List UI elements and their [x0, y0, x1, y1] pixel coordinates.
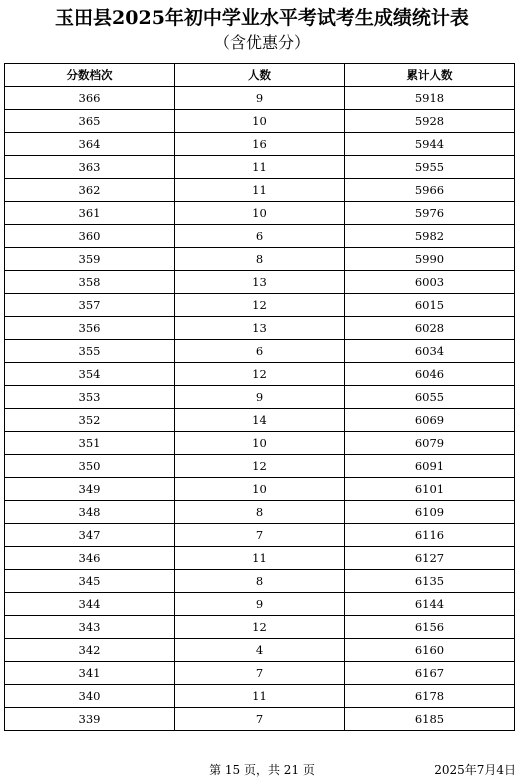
table-row: [5, 662, 515, 685]
cell-count: 8: [175, 501, 345, 524]
document-date: 2025年7月4日: [434, 763, 516, 777]
cell-cumulative-count: 6015: [345, 294, 515, 317]
table-row: [5, 432, 515, 455]
document-subtitle: （含优惠分）: [213, 33, 310, 52]
cell-score-band: 361: [5, 202, 175, 225]
cell-count: 6: [175, 225, 345, 248]
cell-score-band: 349: [5, 478, 175, 501]
table-body: [5, 87, 515, 731]
cell-score-band: 341: [5, 662, 175, 685]
table-row: [5, 386, 515, 409]
table-row: [5, 225, 515, 248]
cell-score-band: 366: [5, 87, 175, 110]
cell-score-band: 353: [5, 386, 175, 409]
cell-cumulative-count: 6127: [345, 547, 515, 570]
cell-cumulative-count: 5966: [345, 179, 515, 202]
table-row: [5, 87, 515, 110]
table-row: [5, 363, 515, 386]
cell-score-band: 365: [5, 110, 175, 133]
cell-count: 4: [175, 639, 345, 662]
column-header-score-band: 分数档次: [5, 64, 175, 87]
page-number: 第 15 页，共 21 页: [209, 763, 315, 777]
cell-count: 12: [175, 363, 345, 386]
cell-count: 7: [175, 708, 345, 731]
table-row: [5, 294, 515, 317]
cell-cumulative-count: 6055: [345, 386, 515, 409]
cell-count: 12: [175, 455, 345, 478]
cell-cumulative-count: 6135: [345, 570, 515, 593]
cell-count: 7: [175, 524, 345, 547]
table-row: [5, 685, 515, 708]
table-row: [5, 409, 515, 432]
table-row: [5, 156, 515, 179]
table-row: [5, 202, 515, 225]
cell-count: 10: [175, 478, 345, 501]
cell-count: 16: [175, 133, 345, 156]
cell-score-band: 355: [5, 340, 175, 363]
cell-cumulative-count: 6003: [345, 271, 515, 294]
cell-score-band: 363: [5, 156, 175, 179]
cell-score-band: 354: [5, 363, 175, 386]
cell-count: 11: [175, 156, 345, 179]
cell-count: 9: [175, 386, 345, 409]
table-row: [5, 524, 515, 547]
table-row: [5, 639, 515, 662]
cell-cumulative-count: 5944: [345, 133, 515, 156]
cell-cumulative-count: 6046: [345, 363, 515, 386]
table-row: [5, 593, 515, 616]
table-row: [5, 501, 515, 524]
cell-score-band: 346: [5, 547, 175, 570]
table-row: [5, 179, 515, 202]
cell-cumulative-count: 6069: [345, 409, 515, 432]
cell-cumulative-count: 5918: [345, 87, 515, 110]
cell-cumulative-count: 6101: [345, 478, 515, 501]
cell-score-band: 360: [5, 225, 175, 248]
cell-score-band: 357: [5, 294, 175, 317]
document-title: 玉田县2025年初中学业水平考试考生成绩统计表: [55, 7, 469, 29]
cell-cumulative-count: 6167: [345, 662, 515, 685]
cell-score-band: 364: [5, 133, 175, 156]
cell-cumulative-count: 6079: [345, 432, 515, 455]
table-header: [5, 64, 515, 87]
table-row: [5, 317, 515, 340]
cell-cumulative-count: 6109: [345, 501, 515, 524]
cell-count: 11: [175, 685, 345, 708]
cell-cumulative-count: 5990: [345, 248, 515, 271]
table-row: [5, 570, 515, 593]
cell-count: 10: [175, 202, 345, 225]
cell-score-band: 351: [5, 432, 175, 455]
cell-cumulative-count: 5928: [345, 110, 515, 133]
cell-score-band: 362: [5, 179, 175, 202]
cell-count: 13: [175, 271, 345, 294]
cell-score-band: 339: [5, 708, 175, 731]
table-row: [5, 616, 515, 639]
table-row: [5, 708, 515, 731]
cell-cumulative-count: 6185: [345, 708, 515, 731]
cell-count: 9: [175, 593, 345, 616]
cell-count: 10: [175, 110, 345, 133]
cell-cumulative-count: 6160: [345, 639, 515, 662]
cell-cumulative-count: 6034: [345, 340, 515, 363]
cell-cumulative-count: 6156: [345, 616, 515, 639]
cell-count: 13: [175, 317, 345, 340]
table-row: [5, 110, 515, 133]
table-row: [5, 478, 515, 501]
cell-count: 11: [175, 547, 345, 570]
cell-score-band: 350: [5, 455, 175, 478]
cell-score-band: 347: [5, 524, 175, 547]
cell-cumulative-count: 6178: [345, 685, 515, 708]
cell-score-band: 344: [5, 593, 175, 616]
cell-count: 12: [175, 616, 345, 639]
cell-score-band: 340: [5, 685, 175, 708]
table-row: [5, 248, 515, 271]
cell-count: 7: [175, 662, 345, 685]
cell-cumulative-count: 5955: [345, 156, 515, 179]
cell-count: 8: [175, 570, 345, 593]
cell-score-band: 352: [5, 409, 175, 432]
score-statistics-table: [4, 63, 515, 731]
table-row: [5, 340, 515, 363]
cell-count: 10: [175, 432, 345, 455]
cell-cumulative-count: 5982: [345, 225, 515, 248]
cell-count: 9: [175, 87, 345, 110]
table-row: [5, 271, 515, 294]
cell-count: 8: [175, 248, 345, 271]
cell-count: 11: [175, 179, 345, 202]
cell-cumulative-count: 6144: [345, 593, 515, 616]
cell-score-band: 342: [5, 639, 175, 662]
cell-score-band: 348: [5, 501, 175, 524]
cell-cumulative-count: 6091: [345, 455, 515, 478]
column-header-count: 人数: [175, 64, 345, 87]
cell-score-band: 358: [5, 271, 175, 294]
table-row: [5, 547, 515, 570]
cell-count: 12: [175, 294, 345, 317]
cell-score-band: 345: [5, 570, 175, 593]
table-row: [5, 133, 515, 156]
cell-count: 14: [175, 409, 345, 432]
column-header-cumulative-count: 累计人数: [345, 64, 515, 87]
cell-score-band: 343: [5, 616, 175, 639]
table-header-row: [5, 64, 515, 87]
cell-score-band: 359: [5, 248, 175, 271]
cell-cumulative-count: 5976: [345, 202, 515, 225]
table-row: [5, 455, 515, 478]
cell-cumulative-count: 6116: [345, 524, 515, 547]
cell-cumulative-count: 6028: [345, 317, 515, 340]
cell-count: 6: [175, 340, 345, 363]
cell-score-band: 356: [5, 317, 175, 340]
